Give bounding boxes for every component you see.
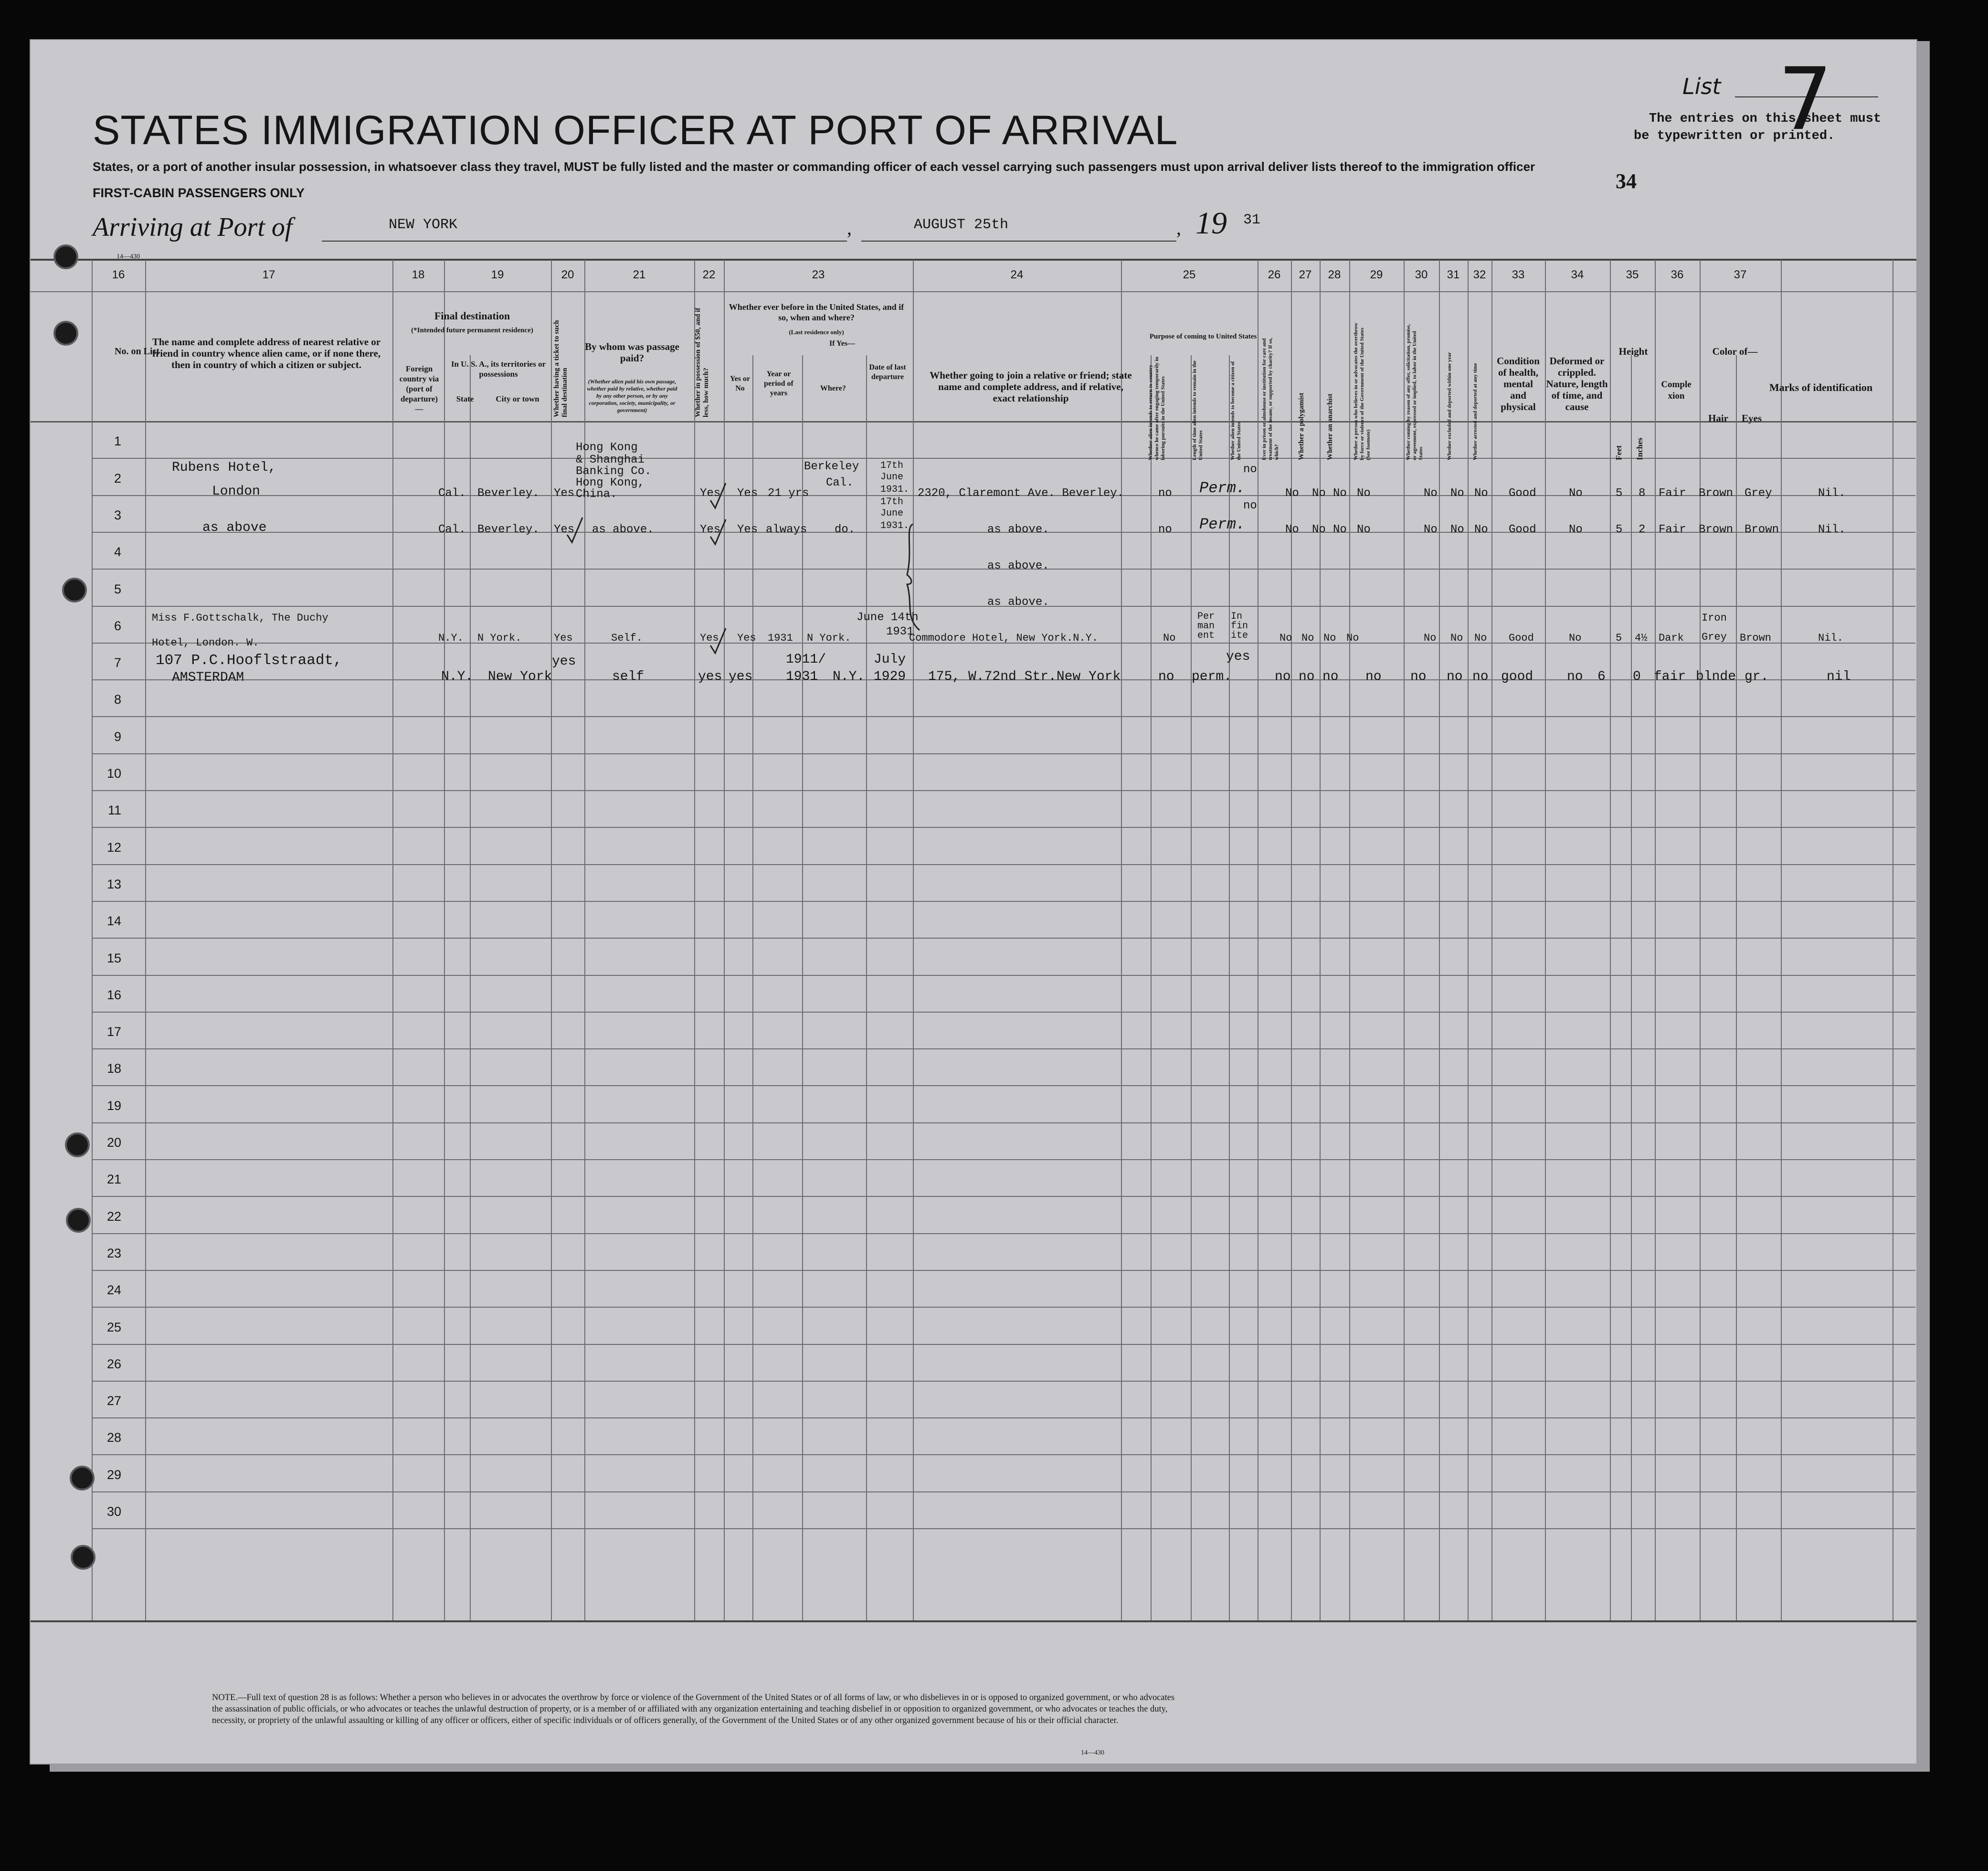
r2-c27: No	[1333, 523, 1347, 536]
column-number: 33	[1512, 268, 1525, 281]
r5-c24c-line1: In	[1231, 611, 1243, 622]
r2-deformed: No	[1569, 523, 1583, 536]
r6-paid: self	[612, 669, 645, 684]
year-prefix: 19	[1195, 206, 1227, 241]
column-number: 26	[1268, 268, 1281, 281]
col18-state: State	[456, 394, 474, 403]
r1-years: 21 yrs	[768, 487, 809, 500]
r5-c25: No	[1280, 632, 1292, 644]
row-number: 12	[106, 840, 121, 855]
row-number: 6	[114, 618, 121, 633]
row-number: 25	[106, 1320, 121, 1334]
r5-complexion: Dark	[1659, 632, 1684, 644]
first-cabin-label: FIRST-CABIN PASSENGERS ONLY	[93, 186, 305, 200]
col18-sub: (*Intended future permanent residence)	[411, 327, 533, 334]
check-mark	[708, 481, 728, 510]
r1-c29: No	[1424, 487, 1438, 500]
check-mark	[708, 626, 728, 655]
r1-c24a: no	[1158, 487, 1172, 500]
r5-c28: No	[1346, 632, 1359, 644]
row-number: 8	[114, 692, 121, 707]
row-number: 2	[114, 471, 121, 486]
punch-hole	[53, 321, 78, 346]
row-number: 13	[106, 877, 121, 891]
check-mark	[565, 516, 584, 544]
instructions-line: States, or a port of another insular possession, in whatsoever class they travel, MUST be fully listed and the master or commanding officer of each vessel carrying such passengers must upon arrival deliver lists thereof to the immigration officer	[93, 159, 1535, 174]
r6-c31: no	[1472, 669, 1489, 684]
r6-state: N.Y.	[441, 669, 474, 684]
r5-hair-line1: Iron	[1702, 612, 1727, 624]
row-number: 11	[107, 803, 121, 818]
col22-yes-no: Yes or No	[730, 375, 751, 392]
r2-health: Good	[1509, 523, 1536, 536]
r1-c31: No	[1474, 487, 1488, 500]
r1-before: Yes	[737, 487, 758, 500]
column-number: 35	[1626, 268, 1639, 281]
r5-state: N.Y.	[438, 632, 464, 644]
r5-paid: Self.	[611, 632, 643, 644]
col27-header: Whether an anarchist	[1326, 393, 1334, 460]
r5-c26: No	[1301, 632, 1314, 644]
col34-title: Height	[1618, 346, 1648, 357]
r2-dep-line3: 1931.	[880, 520, 909, 531]
r5-relative-line1: Miss F.Gottschalk, The Duchy	[152, 612, 328, 624]
r5-hair-line2: Grey	[1702, 631, 1727, 643]
col22-if-yes: If Yes—	[829, 339, 856, 348]
r1-where-line1: Berkeley	[804, 460, 859, 473]
col29-header: Whether coming by reason of any offer, solicitation, promise, or agreement, expressed or implied, to labor in the United States	[1406, 324, 1424, 460]
r1-paid-line1: Hong Kong	[576, 441, 638, 454]
r1-paid-line2: & Shanghai	[576, 454, 645, 466]
r1-c25: No	[1285, 487, 1299, 500]
r1-where-line2: Cal.	[826, 476, 854, 489]
row-number: 28	[106, 1430, 121, 1445]
r1-ticket: Yes	[554, 487, 575, 500]
col25-header: Ever in prison or almshouse or institution for care and treatment of the insane, or supported by charity? If so, which?	[1261, 338, 1280, 460]
r6-eyes: gr.	[1745, 669, 1769, 684]
r2-eyes: Brown	[1745, 523, 1779, 536]
col22-where: Where?	[820, 384, 846, 392]
r6-join: 175, W.72nd Str.New York	[928, 669, 1121, 684]
col33-header: Deformed or crippled. Nature, length of time, and cause	[1546, 355, 1608, 412]
r5-health: Good	[1509, 632, 1534, 644]
col36-title: Color of—	[1712, 346, 1758, 357]
r1-inches: 8	[1639, 487, 1646, 500]
row-number: 21	[106, 1172, 121, 1187]
r6-city: New York	[488, 669, 552, 684]
r1-paid-line4: Hong Kong,	[576, 476, 645, 489]
row-number: 24	[106, 1283, 121, 1298]
r2-fifty-dollars: Yes	[700, 523, 721, 536]
r6-c27: no	[1322, 669, 1339, 684]
r1-city: Beverley.	[477, 487, 539, 500]
r1-dep-line2: June	[880, 472, 904, 483]
row-number: 3	[114, 507, 121, 522]
r5-c24c-line3: ite	[1231, 630, 1248, 641]
column-number: 28	[1328, 268, 1341, 281]
r5-c24a: No	[1163, 632, 1176, 644]
column-number: 18	[412, 268, 425, 281]
row-number: 26	[106, 1356, 121, 1371]
r5-relative-line2: Hotel, London. W.	[152, 637, 259, 649]
col31-header: Whether arrested and deported at any time	[1472, 363, 1478, 460]
r1-complexion: Fair	[1659, 487, 1686, 500]
row-number: 5	[114, 581, 121, 596]
r2-where: do.	[835, 523, 856, 536]
col21-header: Whether in possession of $50, and if less, how much?	[694, 307, 710, 417]
col36-eyes: Eyes	[1742, 412, 1762, 424]
r5-c27: No	[1323, 632, 1336, 644]
r6-feet: 6	[1597, 669, 1606, 684]
col22-title: Whether ever before in the United States, and if so, when and where?	[729, 302, 904, 322]
r5-eyes: Brown	[1740, 632, 1772, 644]
r2-hair: Brown	[1699, 523, 1734, 536]
row-number: 16	[106, 987, 121, 1002]
r5-c24b-line2: man	[1197, 621, 1215, 632]
r6-dep-line2: 1929	[874, 669, 906, 684]
col24b-header: Length of time alien intends to remain in the United States	[1192, 360, 1204, 460]
col18-city: City or town	[496, 394, 539, 403]
col26-header: Whether a polygamist	[1298, 392, 1305, 460]
r5-marks: Nil.	[1818, 632, 1843, 644]
r2-complexion: Fair	[1659, 523, 1686, 536]
r5-inches: 4½	[1635, 632, 1648, 644]
r1-paid-line3: Banking Co.	[576, 465, 652, 478]
row-number: 17	[106, 1025, 121, 1039]
r6-inches: 0	[1633, 669, 1641, 684]
r6-c24b: perm.	[1192, 669, 1232, 684]
typewritten-note-1: The entries on this sheet must	[1649, 112, 1882, 126]
r6-where: N.Y.	[833, 669, 865, 684]
row-number: 4	[114, 545, 121, 560]
r6-c24c: yes	[1226, 649, 1250, 664]
r5-c29: No	[1424, 632, 1437, 644]
row-number: 23	[106, 1246, 121, 1260]
column-number: 32	[1473, 268, 1486, 281]
r5-where: N York.	[807, 632, 851, 644]
column-number: 29	[1370, 268, 1383, 281]
column-number: 24	[1010, 268, 1024, 281]
row-number: 30	[106, 1504, 121, 1519]
r2-paid: as above.	[592, 523, 654, 536]
column-number: 36	[1671, 268, 1684, 281]
r6-c24a: no	[1158, 669, 1174, 684]
r2-city: Beverley.	[477, 523, 539, 536]
r6-years-line2: 1931	[786, 669, 818, 684]
r5-join: Commodore Hotel, New York.N.Y.	[909, 632, 1099, 644]
r2-marks: Nil.	[1818, 523, 1846, 536]
r5-c24c-line2: fin	[1231, 621, 1248, 632]
r2-relative: as above	[202, 520, 267, 535]
col37-header: Marks of identification	[1769, 381, 1873, 393]
r6-dep-line1: July	[874, 652, 906, 667]
column-number: 16	[112, 268, 125, 281]
r2-before: Yes	[737, 523, 758, 536]
r6-c26: no	[1299, 669, 1315, 684]
r2-c31: No	[1474, 523, 1488, 536]
row-number: 29	[106, 1467, 121, 1482]
r6-relative-line2: AMSTERDAM	[172, 670, 244, 685]
r1-c30: No	[1450, 487, 1464, 500]
col30-header: Whether excluded and deported within one year	[1447, 352, 1452, 460]
r5-before: Yes	[737, 632, 756, 644]
col22-years: Year or period of years	[764, 370, 793, 397]
r1-c26: No	[1312, 487, 1326, 500]
row-number: 14	[106, 914, 121, 929]
sheet-number: 34	[1616, 169, 1637, 193]
punch-hole	[70, 1466, 95, 1490]
r2-c24b: Perm.	[1199, 516, 1246, 533]
col22-sub: (Last residence only)	[789, 328, 844, 336]
col24c-header: Whether alien intends to become a citizen of the United States	[1230, 361, 1242, 460]
column-number: 37	[1734, 268, 1747, 281]
arriving-label: Arriving at Port of	[93, 212, 293, 242]
r6-health: good	[1501, 669, 1533, 684]
punch-hole	[53, 244, 78, 269]
r6-fifty-dollars: yes	[698, 669, 722, 684]
column-number: 30	[1415, 268, 1428, 281]
col19-header: Whether having a ticket to such final destination	[553, 320, 569, 417]
r2-c30: No	[1450, 523, 1464, 536]
row-number: 1	[114, 434, 121, 449]
r2-ticket: Yes	[554, 523, 575, 536]
column-number: 17	[262, 268, 275, 281]
column-number: 25	[1183, 268, 1196, 281]
r1-eyes: Grey	[1745, 487, 1772, 500]
col23-header: Whether going to join a relative or friend; state name and complete address, and if relative, exact relationship	[930, 370, 1132, 404]
col18-usa: In U. S. A., its territories or possessions	[451, 359, 546, 379]
r1-relative-line2: London	[212, 484, 260, 499]
row-number: 22	[106, 1209, 121, 1224]
punch-hole	[65, 1132, 90, 1157]
list-number: 7	[1778, 50, 1833, 149]
col28-header: Whether a person who believes in or advocates the overthrow by force or violence of the Government of the United States (See footnote)	[1353, 322, 1371, 460]
r2-c25: No	[1285, 523, 1299, 536]
r6-relative-line1: 107 P.C.Hooflstraadt,	[156, 652, 342, 669]
r1-c24c: no	[1243, 463, 1257, 476]
manifest-page: STATES IMMIGRATION OFFICER AT PORT OF ARRIVAL States, or a port of another insular possession, in whatsoever class they travel, MUST be fully listed and the master or commanding officer of each vessel carrying such passengers must upon arrival deliver lists thereof to the immigration officer FIRST-CABIN PASSENGERS ONLY List 7 The entries on this sheet must be typewritten or printed. 34 Arriving at Port of NEW YORK , AUGUST 25th , 19 31 14—430 16 17 18 19 20 21 22 23 24 25 26 27 28 29 30 31 32 33 34 35 36 37 1 2 3 4 5 6 7 8 9 10 11 12 13 14 15 16 17 18 19 20 21 22 23 24 25 26 27 28 29 30 No. on List The name and complete address of nearest relative or friend in country whence alien came, or if none there, then in country of which a citizen or subject. Final destination (*Intended future permanent residence) Foreign country via (port of departure)— In U. S. A., its territories or possessions State City or town Whether having a ticket to such final destination By whom was passage paid? (Whether alien paid his own passage, whether paid by relative, whether paid by any other person, or by any corporation, society, municipality, or government) Whether in possession of $50, and if less, how much? Whether ever before in the United States, and if so, when and where? (Last residence only) If Yes— Yes or No Year or period of years Where? Date of last departure Whether going to join a relative or friend; state name and complete address, and if relative, exact relationship Purpose of coming to United States Whether alien intends to return to country whence he came after engaging temporarily in laboring pursuits in the United States Length of time alien intends to remain in the United States Whether alien intends to become a citizen of the United States Ever in prison or almshouse or institution for care and treatment of the insane, or supported by charity? If so, which? Whether a polygamist Whether an anarchist Whether a person who believes in or advocates the overthrow by force or violence of the Government of the United States (See footnote) Whether coming by reason of any offer, solicitation, promise, or agreement, expressed or implied, to labor in the United States Whether excluded and deported within one year Whether arrested and deported at any time Condition of health, mental and physical Deformed or crippled. Nature, length of time, and cause Height Feet Inches Complexion Color of— Hair Eyes Marks of identification Rubens Hotel, London Cal. Beverley. Yes Hong Kong & Shanghai Banking Co. Hong Kong, China. Yes Yes 21 yrs Berkeley Cal. 17th June 1931. 2320, Claremont Ave. Beverley. no Perm. no No No No No No No No Good No 5 8 Fair Brown Grey Nil. as above Cal. Beverley. Yes as above. Yes Yes always do. 17th June 1931. as above. no Perm. no No No No No No No No Good No 5 2 Fair Brown Brown Nil. as above. as above. Miss F.Gottschalk, The Duchy Hotel, London. W. N.Y. N York. Yes Self. Yes Yes 1931 N York. June 14th 1931 Commodore Hotel, New York.N.Y. No Per man ent In fin ite No No No No No No No Good No 5 4½ Dark Iron Grey Brown Nil. 107 P.C.Hooflstraadt, AMSTERDAM N.Y. New York yes self yes yes 1911/ 1931 N.Y. July 1929 175, W.72nd Str.New York no perm. yes no no no no no no no good no 6 0 fair blnde gr. nil NOTE.—Full text of question 28 is as follows: Whether a person who believes in or advocates the overthrow by force or violence of the Government of the United States or of all forms of law, or who disbelieves in or is opposed to organized government, or who advocates the assassination of public officials, or who advocates or teaches the unlawful destruction of property, or is a member of or affiliated with any organization entertaining and teaching disbelief in or opposition to organized government, or who advocates or teaches the duty, necessity, or propriety of the unlawful assaulting or killing of any officer or officers, either of specific individuals or of officers generally, of the Government of the United States or of any other organized government because of his or their official character. 14—430	[30, 39, 1917, 1765]
r6-c30: no	[1447, 669, 1463, 684]
year-suffix: 31	[1243, 212, 1261, 228]
r2-dep-line2: June	[880, 508, 904, 519]
row-number: 9	[114, 729, 121, 744]
footer-code: 14—430	[1081, 1749, 1104, 1756]
r6-c29: no	[1410, 669, 1427, 684]
r1-hair: Brown	[1699, 487, 1734, 500]
r6-complexion: fair	[1654, 669, 1686, 684]
r5-ticket: Yes	[554, 632, 573, 644]
r6-marks: nil	[1827, 669, 1851, 684]
r2-dep-line1: 17th	[880, 497, 904, 507]
r5-c31: No	[1474, 632, 1487, 644]
col36-hair: Hair	[1708, 412, 1728, 424]
list-label: List	[1682, 74, 1721, 99]
r2-c26: No	[1312, 523, 1326, 536]
r1-marks: Nil.	[1818, 487, 1846, 500]
r5-dep-line2: 1931	[886, 625, 914, 638]
r3-join: as above.	[987, 560, 1049, 572]
column-number: 31	[1447, 268, 1460, 281]
r2-c28: No	[1357, 523, 1371, 536]
r1-dep-line3: 1931.	[880, 484, 909, 495]
r6-ticket: yes	[552, 654, 576, 669]
r5-dep-line1: June 14th	[857, 611, 919, 624]
r6-c28: no	[1365, 669, 1382, 684]
page-title: STATES IMMIGRATION OFFICER AT PORT OF ARRIVAL	[93, 107, 1178, 153]
r5-c24b-line3: ent	[1197, 630, 1215, 641]
check-mark	[708, 518, 728, 546]
col34-feet: Feet	[1614, 445, 1623, 460]
column-number: 27	[1299, 268, 1312, 281]
r2-feet: 5	[1616, 523, 1623, 536]
r2-c24c: no	[1243, 499, 1257, 512]
r5-deformed: No	[1569, 632, 1582, 644]
typewritten-note-2: be typewritten or printed.	[1634, 129, 1835, 143]
col18-title: Final destination	[434, 310, 510, 322]
punch-hole	[66, 1208, 91, 1233]
r4-join: as above.	[987, 596, 1049, 609]
row-number: 20	[106, 1135, 121, 1150]
col32-header: Condition of health, mental and physical	[1497, 355, 1540, 412]
col20-title: By whom was passage paid?	[585, 341, 679, 364]
punch-hole	[62, 578, 87, 603]
r1-dep-line1: 17th	[880, 460, 904, 471]
r2-c24a: no	[1158, 523, 1172, 536]
r2-years: always	[766, 523, 807, 536]
column-number: 22	[702, 268, 716, 281]
r2-join: as above.	[987, 523, 1049, 536]
r5-fifty-dollars: Yes	[700, 632, 719, 644]
r1-c24b: Perm.	[1199, 479, 1246, 497]
r5-c24b-line1: Per	[1197, 611, 1215, 622]
punch-hole	[71, 1545, 95, 1570]
r6-deformed: no	[1567, 669, 1583, 684]
column-number: 20	[561, 268, 574, 281]
row-number: 27	[106, 1394, 121, 1408]
col24a-header: Whether alien intends to return to country whence he came after engaging temporarily in laboring pursuits in the United States	[1148, 357, 1166, 460]
row-number: 15	[106, 951, 121, 965]
r1-join: 2320, Claremont Ave. Beverley.	[918, 487, 1124, 500]
row-number: 19	[106, 1098, 121, 1113]
r6-c25: no	[1275, 669, 1291, 684]
col17-header: The name and complete address of nearest relative or friend in country whence alien came, or if none there, then in country of which a citizen or subject.	[152, 336, 381, 370]
col20-sub: (Whether alien paid his own passage, whether paid by relative, whether paid by any other person, or by any corporation, society, municipality, or government)	[587, 378, 677, 413]
r5-city: N York.	[477, 632, 522, 644]
r1-relative-line1: Rubens Hotel,	[172, 460, 276, 475]
r1-health: Good	[1509, 487, 1536, 500]
column-number: 19	[491, 268, 504, 281]
col24-title: Purpose of coming to United States	[1149, 333, 1257, 340]
r1-feet: 5	[1616, 487, 1623, 500]
r1-fifty-dollars: Yes	[700, 487, 721, 500]
col22-date: Date of last departure	[869, 363, 906, 381]
row-number: 7	[114, 655, 121, 670]
r2-state: Cal.	[438, 523, 466, 536]
column-number: 21	[633, 268, 646, 281]
date-value: AUGUST 25th	[914, 217, 1009, 233]
row-number: 10	[106, 766, 121, 781]
r5-feet: 5	[1616, 632, 1622, 644]
port-value: NEW YORK	[389, 217, 458, 233]
r6-years-line1: 1911/	[786, 652, 826, 667]
col18-foreign: Foreign country via (port of departure)—	[399, 364, 439, 413]
r2-c29: No	[1424, 523, 1438, 536]
r6-hair: blnde	[1696, 669, 1736, 684]
r1-state: Cal.	[438, 487, 466, 500]
col34-inches: Inches	[1635, 437, 1644, 460]
r1-deformed: No	[1569, 487, 1583, 500]
r1-c28: No	[1357, 487, 1371, 500]
row-number: 18	[106, 1061, 121, 1076]
r5-years: 1931	[768, 632, 793, 644]
column-number: 34	[1571, 268, 1584, 281]
footnote: NOTE.—Full text of question 28 is as follows: Whether a person who believes in or advocates the overthrow by force or violence of the Government of the United States or of all forms of law, or who disbelieves in or is opposed to organized government, or who advocates the assassination of public officials, or who advocates or teaches the unlawful destruction of property, or is a member of or affiliated with any organization entertaining and teaching disbelief in or opposition to organized government, or who advocates or teaches the duty, necessity, or propriety of the unlawful assaulting or killing of any officer or officers, either of specific individuals or of officers generally, of the Government of the United States or of any other organized government because of his or their official character.	[212, 1693, 1175, 1725]
r1-paid-line5: China.	[576, 488, 617, 501]
r2-inches: 2	[1639, 523, 1646, 536]
form-code: 14—430	[116, 253, 140, 260]
col16-header: No. on List	[115, 346, 159, 357]
r5-c30: No	[1450, 632, 1463, 644]
r6-before: yes	[729, 669, 753, 684]
col35-header: Complexion	[1661, 380, 1692, 401]
column-number: 23	[812, 268, 825, 281]
r1-c27: No	[1333, 487, 1347, 500]
